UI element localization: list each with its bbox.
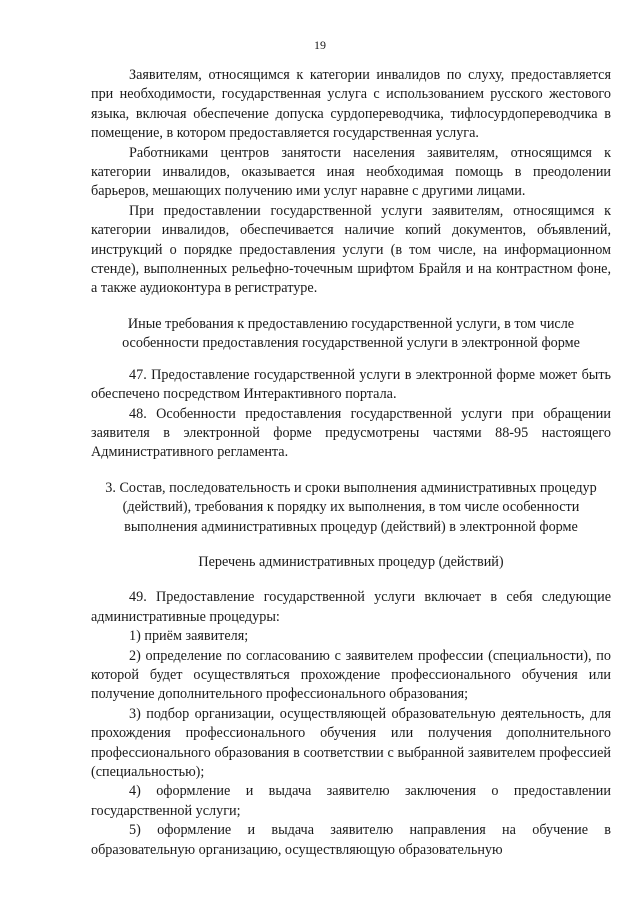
document-body (91, 66, 611, 860)
list-item-4: 4) оформление и выдача заявителю заключения о предоставлении государственной услуги; (91, 783, 611, 819)
paragraph-braille: При предоставлении государственной услуги заявителям, относящимся к категории инвалидов, обеспечивается наличие копий документов, объявлений, инструкций о порядке предоставления услуги (в том числе, на информационном стенде), выполненных рельефно-точечным шрифтом Брайля и на контрастном фоне, а также аудиоконтура в регистратуре. (91, 202, 611, 297)
list-item-5: 5) оформление и выдача заявителю направления на обучение в образовательную организацию, осуществляющую образовательную (91, 822, 611, 858)
heading-procedures-list: Перечень административных процедур (действий) (198, 553, 504, 570)
page-number: 19 (314, 38, 326, 52)
heading-section-3: 3. Состав, последовательность и сроки выполнения административных процедур (действий), требования к порядку их выполнения, в том числе особенности выполнения административных процедур (действий) в электронной форме (105, 479, 597, 535)
paragraph-48: 48. Особенности предоставления государственной услуги при обращении заявителя в электронной форме предусмотрены частями 88-95 настоящего Административного регламента. (91, 405, 611, 461)
paragraph-47: 47. Предоставление государственной услуги в электронной форме может быть обеспечено посредством Интерактивного портала. (91, 366, 611, 403)
list-item-3: 3) подбор организации, осуществляющей образовательную деятельность, для прохождения профессионального обучения или получения дополнительного профессионального образования в соответствии с выбранной заявителем профессией (специальностью); (91, 705, 611, 780)
list-item-1: 1) приём заявителя; (129, 628, 249, 645)
paragraph-hearing-impaired: Заявителям, относящимся к категории инвалидов по слуху, предоставляется при необходимости, государственная услуга с использованием русского жестового языка, включая обеспечение допуска сурдопереводчика, тифлосурдопереводчика в помещение, в котором предоставляется государственная услуга. (91, 67, 611, 142)
paragraph-assistance: Работниками центров занятости населения заявителям, относящимся к категории инвалидов, оказывается иная необходимая помощь в преодолении барьеров, мешающих получению ими услуг наравне с другими лицами. (91, 144, 611, 200)
heading-other-requirements: Иные требования к предоставлению государственной услуги, в том числе особенности предоставления государственной услуги в электронной форме (122, 315, 580, 352)
paragraph-49: 49. Предоставление государственной услуги включает в себя следующие административные процедуры: (91, 589, 611, 625)
list-item-2: 2) определение по согласованию с заявителем профессии (специальности), по которой будет осуществляться прохождение профессионального обучения или получение дополнительного профессионального образования; (91, 647, 611, 703)
